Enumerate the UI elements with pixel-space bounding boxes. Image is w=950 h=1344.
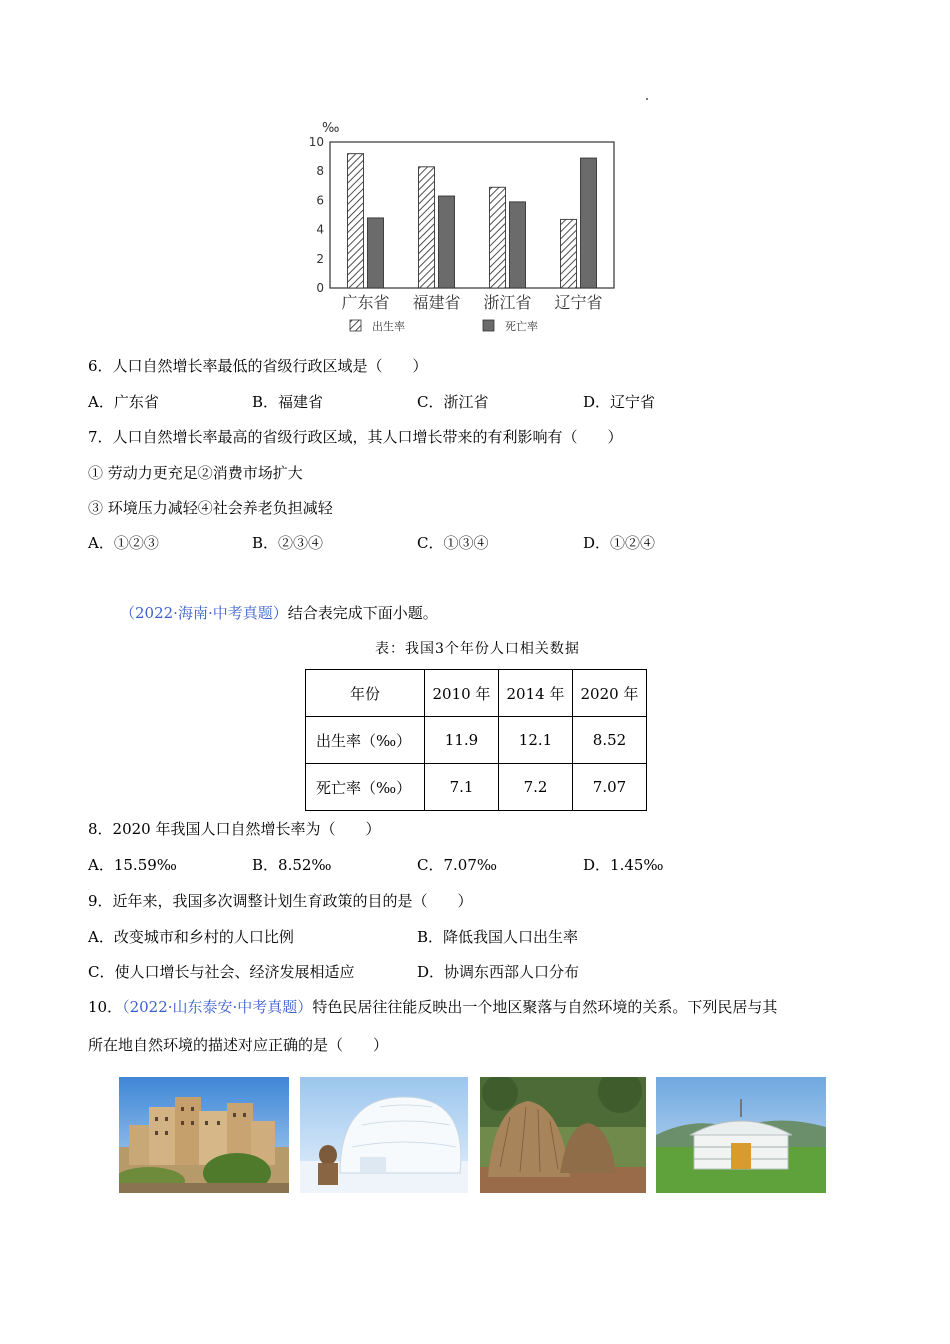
bar-birth-rate-3 <box>561 219 577 288</box>
q7-option-a[interactable]: A．①②③ <box>88 534 159 552</box>
q7-choice-line1: ① 劳动力更充足②消费市场扩大 <box>88 464 303 482</box>
q7-option-b[interactable]: B．②③④ <box>252 534 324 552</box>
category-label: 辽宁省 <box>554 293 603 312</box>
q10-text1: 特色民居往往能反映出一个地区聚落与自然环境的关系。下列民居与其 <box>312 998 778 1016</box>
y-tick-label: 6 <box>316 193 324 208</box>
q10-stem-line1 <box>88 997 777 1017</box>
header-cell: 2010 年 <box>425 670 499 717</box>
cell: 11.9 <box>425 717 499 764</box>
legend-label-birth: 出生率 <box>372 320 405 333</box>
photo-igloo <box>300 1077 468 1193</box>
bar-birth-rate-1 <box>419 167 435 288</box>
bar-death-rate-3 <box>581 158 597 288</box>
y-tick-label: 10 <box>308 135 324 149</box>
q10-source: （2022·山东泰安·中考真题） <box>122 998 313 1016</box>
q9-stem: 9．近年来，我国多次调整计划生育政策的目的是（ ） <box>88 892 473 910</box>
bar-death-rate-1 <box>439 196 455 288</box>
q8-option-a[interactable]: A．15.59‰ <box>88 856 177 874</box>
header-cell: 2014 年 <box>499 670 573 717</box>
q6-option-a[interactable]: A．广东省 <box>88 393 159 411</box>
bar-birth-rate-2 <box>490 187 506 288</box>
photo-mongolian-yurt <box>656 1077 826 1193</box>
q7-option-c[interactable]: C．①③④ <box>417 534 489 552</box>
q9-option-b[interactable]: B．降低我国人口出生率 <box>417 928 579 946</box>
legend-label-death: 死亡率 <box>505 320 538 333</box>
table-caption: 表：我国3个年份人口相关数据 <box>375 641 580 657</box>
q6-option-c[interactable]: C．浙江省 <box>417 393 489 411</box>
q6-option-b[interactable]: B．福建省 <box>252 393 324 411</box>
cell: 7.1 <box>425 764 499 811</box>
category-label: 福建省 <box>412 293 461 312</box>
intro-text: 结合表完成下面小题。 <box>287 604 438 622</box>
header-cell: 2020 年 <box>573 670 647 717</box>
row-label-death: 死亡率（‰） <box>306 764 425 811</box>
category-label: 广东省 <box>341 293 390 312</box>
legend-swatch-death <box>483 320 494 331</box>
scan-speck <box>646 98 648 100</box>
q7-choice-line2: ③ 环境压力减轻④社会养老负担减轻 <box>88 499 333 517</box>
q9-option-d[interactable]: D．协调东西部人口分布 <box>417 963 580 981</box>
q10-number: 10． <box>88 998 123 1016</box>
q6-option-d[interactable]: D．辽宁省 <box>583 393 656 411</box>
y-tick-label: 2 <box>316 251 324 266</box>
q9-option-c[interactable]: C．使人口增长与社会、经济发展相适应 <box>88 963 355 981</box>
y-tick-label: 4 <box>316 222 324 237</box>
q8-option-d[interactable]: D．1.45‰ <box>583 856 664 874</box>
bar-death-rate-2 <box>510 202 526 288</box>
bar-birth-rate-0 <box>348 154 364 288</box>
cell: 8.52 <box>573 717 647 764</box>
population-data-table <box>305 669 647 811</box>
table-row <box>306 764 647 811</box>
q10-stem-line2: 所在地自然环境的描述对应正确的是（ ） <box>88 1036 389 1054</box>
row-label-birth: 出生率（‰） <box>306 717 425 764</box>
q9-option-a[interactable]: A．改变城市和乡村的人口比例 <box>88 928 294 946</box>
bar-death-rate-0 <box>368 218 384 288</box>
y-tick-label: 8 <box>316 164 324 179</box>
y-unit-label: ‰ <box>322 121 340 136</box>
legend-swatch-birth <box>350 320 361 331</box>
q8-option-c[interactable]: C．7.07‰ <box>417 856 498 874</box>
photo-mud-brick-tower-houses <box>119 1077 289 1193</box>
q7-option-d[interactable]: D．①②④ <box>583 534 656 552</box>
category-label: 浙江省 <box>483 293 532 312</box>
q8-stem: 8．2020 年我国人口自然增长率为（ ） <box>88 820 381 838</box>
cell: 12.1 <box>499 717 573 764</box>
birth-death-rate-chart <box>300 110 630 340</box>
q6-stem: 6．人口自然增长率最低的省级行政区域是（ ） <box>88 357 428 375</box>
q8-option-b[interactable]: B．8.52‰ <box>252 856 332 874</box>
y-tick-label: 0 <box>316 281 324 295</box>
table-row <box>306 717 647 764</box>
photo-thatched-huts <box>480 1077 646 1193</box>
cell: 7.07 <box>573 764 647 811</box>
intro-source: （2022·海南·中考真题） <box>120 604 288 622</box>
table-intro <box>120 603 438 623</box>
q7-stem: 7．人口自然增长率最高的省级行政区域，其人口增长带来的有利影响有（ ） <box>88 428 623 446</box>
header-cell: 年份 <box>306 670 425 717</box>
table-header-row <box>306 670 647 717</box>
cell: 7.2 <box>499 764 573 811</box>
